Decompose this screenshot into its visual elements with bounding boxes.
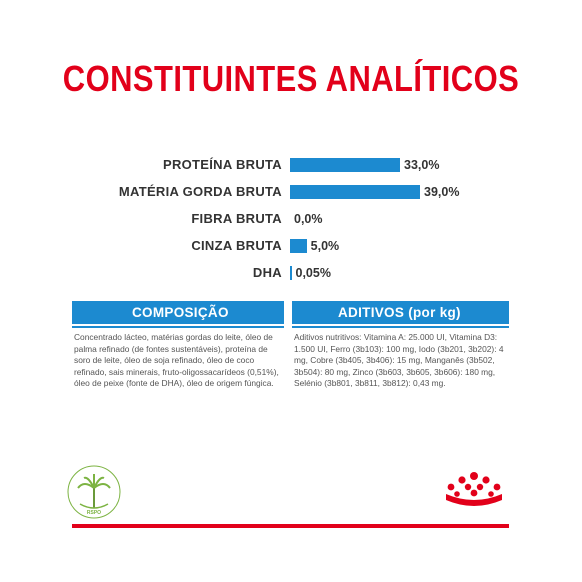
analytic-value: 5,0% (310, 239, 340, 253)
rspo-logo (66, 464, 122, 520)
analytic-bar (290, 158, 400, 172)
analytic-row-protein (0, 155, 582, 175)
analytic-value: 33,0% (404, 158, 440, 172)
analytic-value: 0,05% (295, 266, 331, 280)
additives-heading: ADITIVOS (por kg) (292, 301, 509, 324)
analytic-value: 0,0% (294, 212, 323, 226)
analytic-label: CINZA BRUTA (191, 238, 282, 253)
composition-text: Concentrado lácteo, matérias gordas do leite, óleo de palma refinado (de fontes sustentáveis), proteína de soro de leite, óleo de soja refinado, óleo de coco refinado, sais minerais, fruto-oligossacarídeos (0,51%), óleo de peixe (fonte de DHA), óleo de origem fúngica. (74, 332, 279, 389)
rspo-mark: RSPO (86, 510, 102, 516)
analytic-label: PROTEÍNA BRUTA (162, 157, 282, 172)
analytic-label: DHA (252, 265, 282, 280)
royal-canin-crown-logo (442, 470, 506, 514)
analytic-bar (290, 239, 307, 253)
bottom-accent-line (72, 524, 509, 528)
analytic-row-dha (0, 263, 582, 283)
analytic-bar (290, 266, 292, 280)
additives-panel (292, 301, 509, 390)
analytic-label: FIBRA BRUTA (191, 211, 282, 226)
composition-heading: COMPOSIÇÃO (72, 301, 284, 324)
analytic-value: 39,0% (424, 185, 460, 199)
composition-panel (72, 301, 284, 390)
analytic-bar (290, 185, 420, 199)
additives-text: Aditivos nutritivos: Vitamina A: 25.000 UI, Vitamina D3: 1.500 UI, Ferro (3b103): 100 mg, Iodo (3b201, 3b202): 4 mg, Cobre (3b405, 3b406): 15 mg, Manganês (3b502, 3b504): 80 mg, Zinco (3b603, 3b605, 3b606): 180 mg, Selénio (3b801, 3b811, 3b812): 0,43 mg. (294, 332, 504, 389)
page-title: CONSTITUINTES ANALÍTICOS (62, 58, 520, 99)
analytic-label: MATÉRIA GORDA BRUTA (118, 184, 282, 199)
analytic-row-fibre (0, 209, 582, 229)
analytic-row-fat (0, 182, 582, 202)
analytic-row-ash (0, 236, 582, 256)
